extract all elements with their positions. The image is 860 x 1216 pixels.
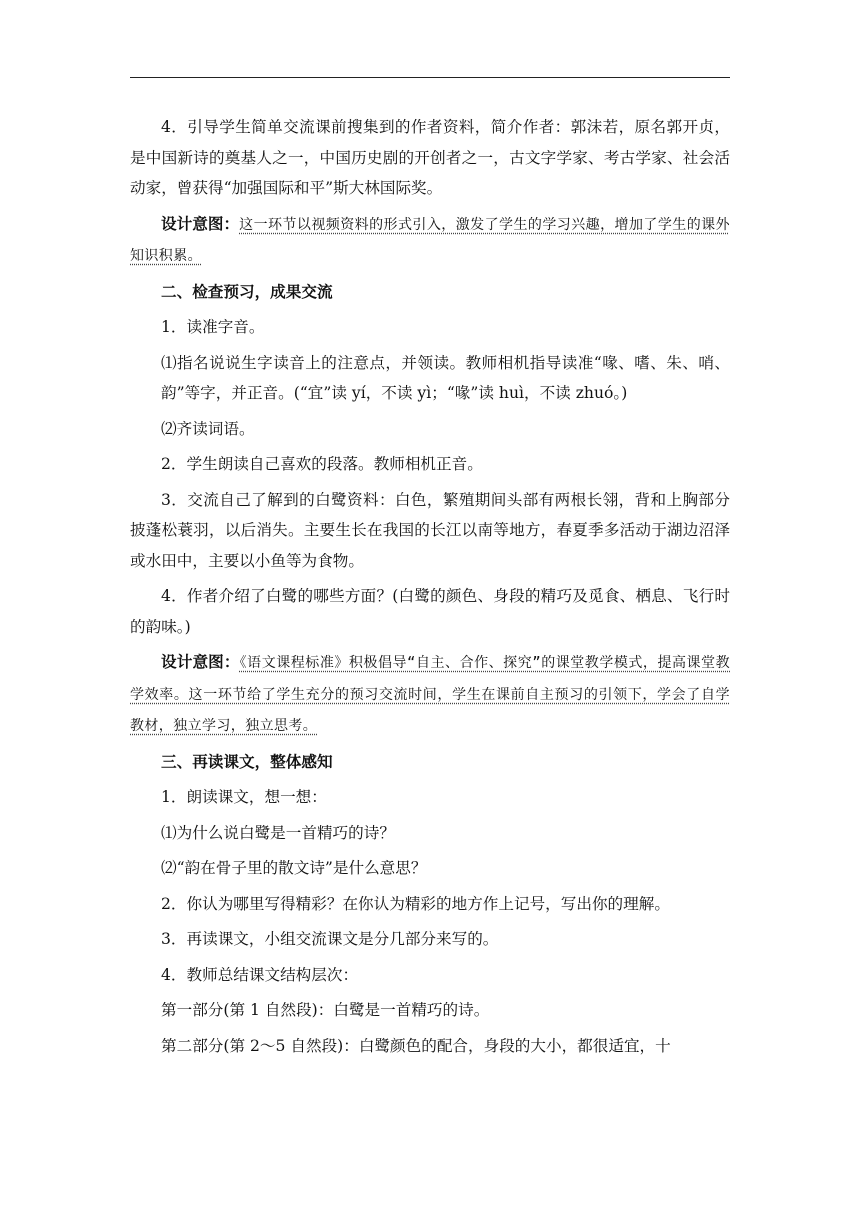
design-intent-label: 设计意图： [161, 652, 240, 671]
structure-part-1: 第一部分(第 1 自然段)：白鹭是一首精巧的诗。 [161, 1001, 490, 1019]
structure-part-2: 第二部分(第 2～5 自然段)：白鹭颜色的配合，身段的大小，都很适宜，十 [161, 1036, 671, 1055]
list-item: 4．教师总结课文结构层次： [161, 965, 359, 984]
list-item: 4．作者介绍了白鹭的哪些方面？(白鹭的颜色、身段的精巧及觅食、栖息、飞行时的韵味。) [130, 587, 730, 636]
section-heading-2: 二、检查预习，成果交流 [161, 281, 333, 301]
section-heading-3: 三、再读课文，整体感知 [161, 751, 333, 771]
design-intent-2 [130, 647, 730, 742]
list-item: 1．朗读课文，想一想： [161, 788, 327, 806]
list-item: 1．读准字音。 [161, 318, 265, 336]
list-item: 2．学生朗读自己喜欢的段落。教师相机正音。 [161, 455, 483, 473]
list-item: 3．交流自己了解到的白鹭资料：白色，繁殖期间头部有两根长翎，背和上胸部分披蓬松蓑羽，以后消失。主要生长在我国的长江以南等地方，春夏季多活动于湖边沼泽或水田中，主要以小鱼等为食物。 [130, 490, 730, 570]
header-rule [130, 77, 730, 78]
sub-list-item: ⑴为什么说白鹭是一首精巧的诗？ [161, 823, 395, 842]
list-item: 2．你认为哪里写得精彩？在你认为精彩的地方作上记号，写出你的理解。 [161, 894, 670, 913]
document-body [130, 112, 730, 1066]
design-intent-label: 设计意图： [161, 213, 240, 233]
design-intent-1 [130, 209, 730, 272]
list-item: 3．再读课文，小组交流课文是分几部分来写的。 [161, 930, 499, 948]
sub-list-item: ⑴指名说说生字读音上的注意点，并领读。教师相机指导读准“喙、嗜、朱、哨、韵”等字，并正音。(“宜”读 yí，不读 yì；“喙”读 huì，不读 zhuó。) [161, 353, 730, 402]
sub-list-item: ⑵齐读词语。 [161, 419, 255, 438]
design-intent-text: 《语文课程标准》积极倡导“自主、合作、探究”的课堂教学模式，提高课堂教学效率。这一环节给了学生充分的预习交流时间，学生在课前自主预习的引领下，学会了自学教材，独立学习，独立思考。 [130, 655, 730, 734]
sub-list-item: ⑵“韵在骨子里的散文诗”是什么意思？ [161, 859, 427, 877]
author-intro-paragraph: 4．引导学生简单交流课前搜集到的作者资料，简介作者：郭沫若，原名郭开贞，是中国新诗的奠基人之一，中国历史剧的开创者之一，古文字学家、考古学家、社会活动家，曾获得“加强国际和平”斯大林国际奖。 [130, 118, 730, 197]
design-intent-text: 这一环节以视频资料的形式引入，激发了学生的学习兴趣，增加了学生的课外知识积累。 [130, 216, 730, 264]
